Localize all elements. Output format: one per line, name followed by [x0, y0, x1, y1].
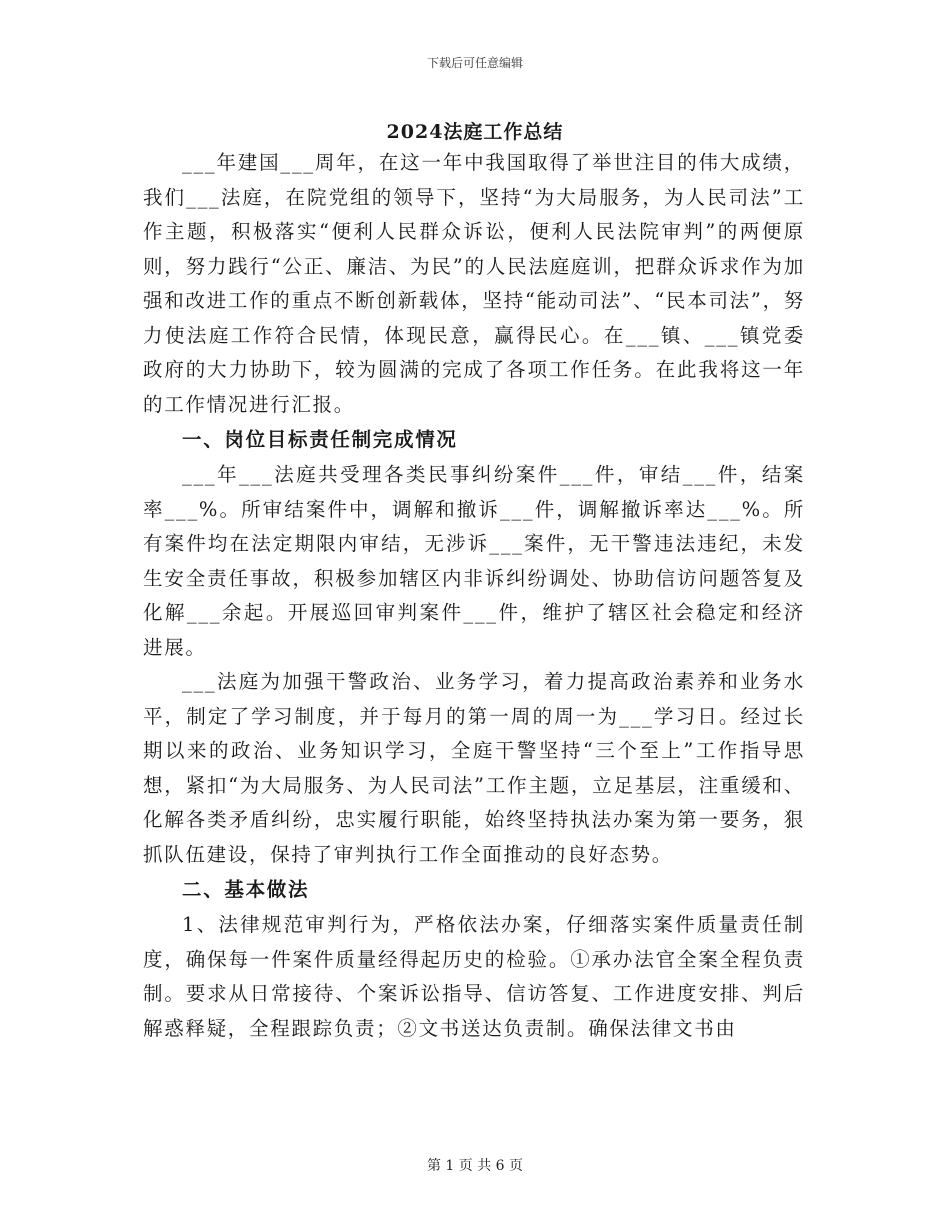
page-footer: 第 1 页 共 6 页	[426, 1158, 524, 1174]
document-body	[143, 146, 805, 1046]
header-note: 下载后可任意编辑	[426, 56, 523, 70]
section2-paragraph-1: 1、法律规范审判行为，严格依法办案，仔细落实案件质量责任制度，确保每一件案件质量经得起历史的检验。①承办法官全案全程负责制。要求从日常接待、个案诉讼指导、信访答复、工作进度安排、判后解惑释疑，全程跟踪负责；②文书送达负责制。确保法律文书由	[143, 913, 805, 1040]
section1-paragraph-2: ___法庭为加强干警政治、业务学习，着力提高政治素养和业务水平，制定了学习制度，并于每月的第一周的周一为___学习日。经过长期以来的政治、业务知识学习，全庭干警坚持“三个至上”工作指导思想，紧扣“为大局服务、为人民司法”工作主题，立足基层，注重缓和、化解各类矛盾纠纷，忠实履行职能，始终坚持执法办案为第一要务，狠抓队伍建设，保持了审判执行工作全面推动的良好态势。	[143, 670, 805, 866]
document-title: 2024法庭工作总结	[386, 121, 564, 143]
section-heading-2: 二、基本做法	[182, 878, 310, 901]
intro-paragraph: ___年建国___周年，在这一年中我国取得了举世注目的伟大成绩，我们___法庭，在院党组的领导下，坚持“为大局服务，为人民司法”工作主题，积极落实“便利人民群众诉讼，便利人民法院审判”的两便原则，努力践行“公正、廉洁、为民”的人民法庭庭训，把群众诉求作为加强和改进工作的重点不断创新载体，坚持“能动司法”、“民本司法”，努力使法庭工作符合民情，体现民意，赢得民心。在___镇、___镇党委政府的大力协助下，较为圆满的完成了各项工作任务。在此我将这一年的工作情况进行汇报。	[143, 151, 805, 416]
section-heading-1: 一、岗位目标责任制完成情况	[182, 428, 458, 451]
section1-paragraph-1: ___年___法庭共受理各类民事纠纷案件___件，审结___件，结案率___%。所审结案件中，调解和撤诉___件，调解撤诉率达___%。所有案件均在法定期限内审结，无涉诉___案件，无干警违法违纪，未发生安全责任事故，积极参加辖区内非诉纠纷调处、协助信访问题答复及化解___余起。开展巡回审判案件___件，维护了辖区社会稳定和经济进展。	[143, 463, 805, 659]
